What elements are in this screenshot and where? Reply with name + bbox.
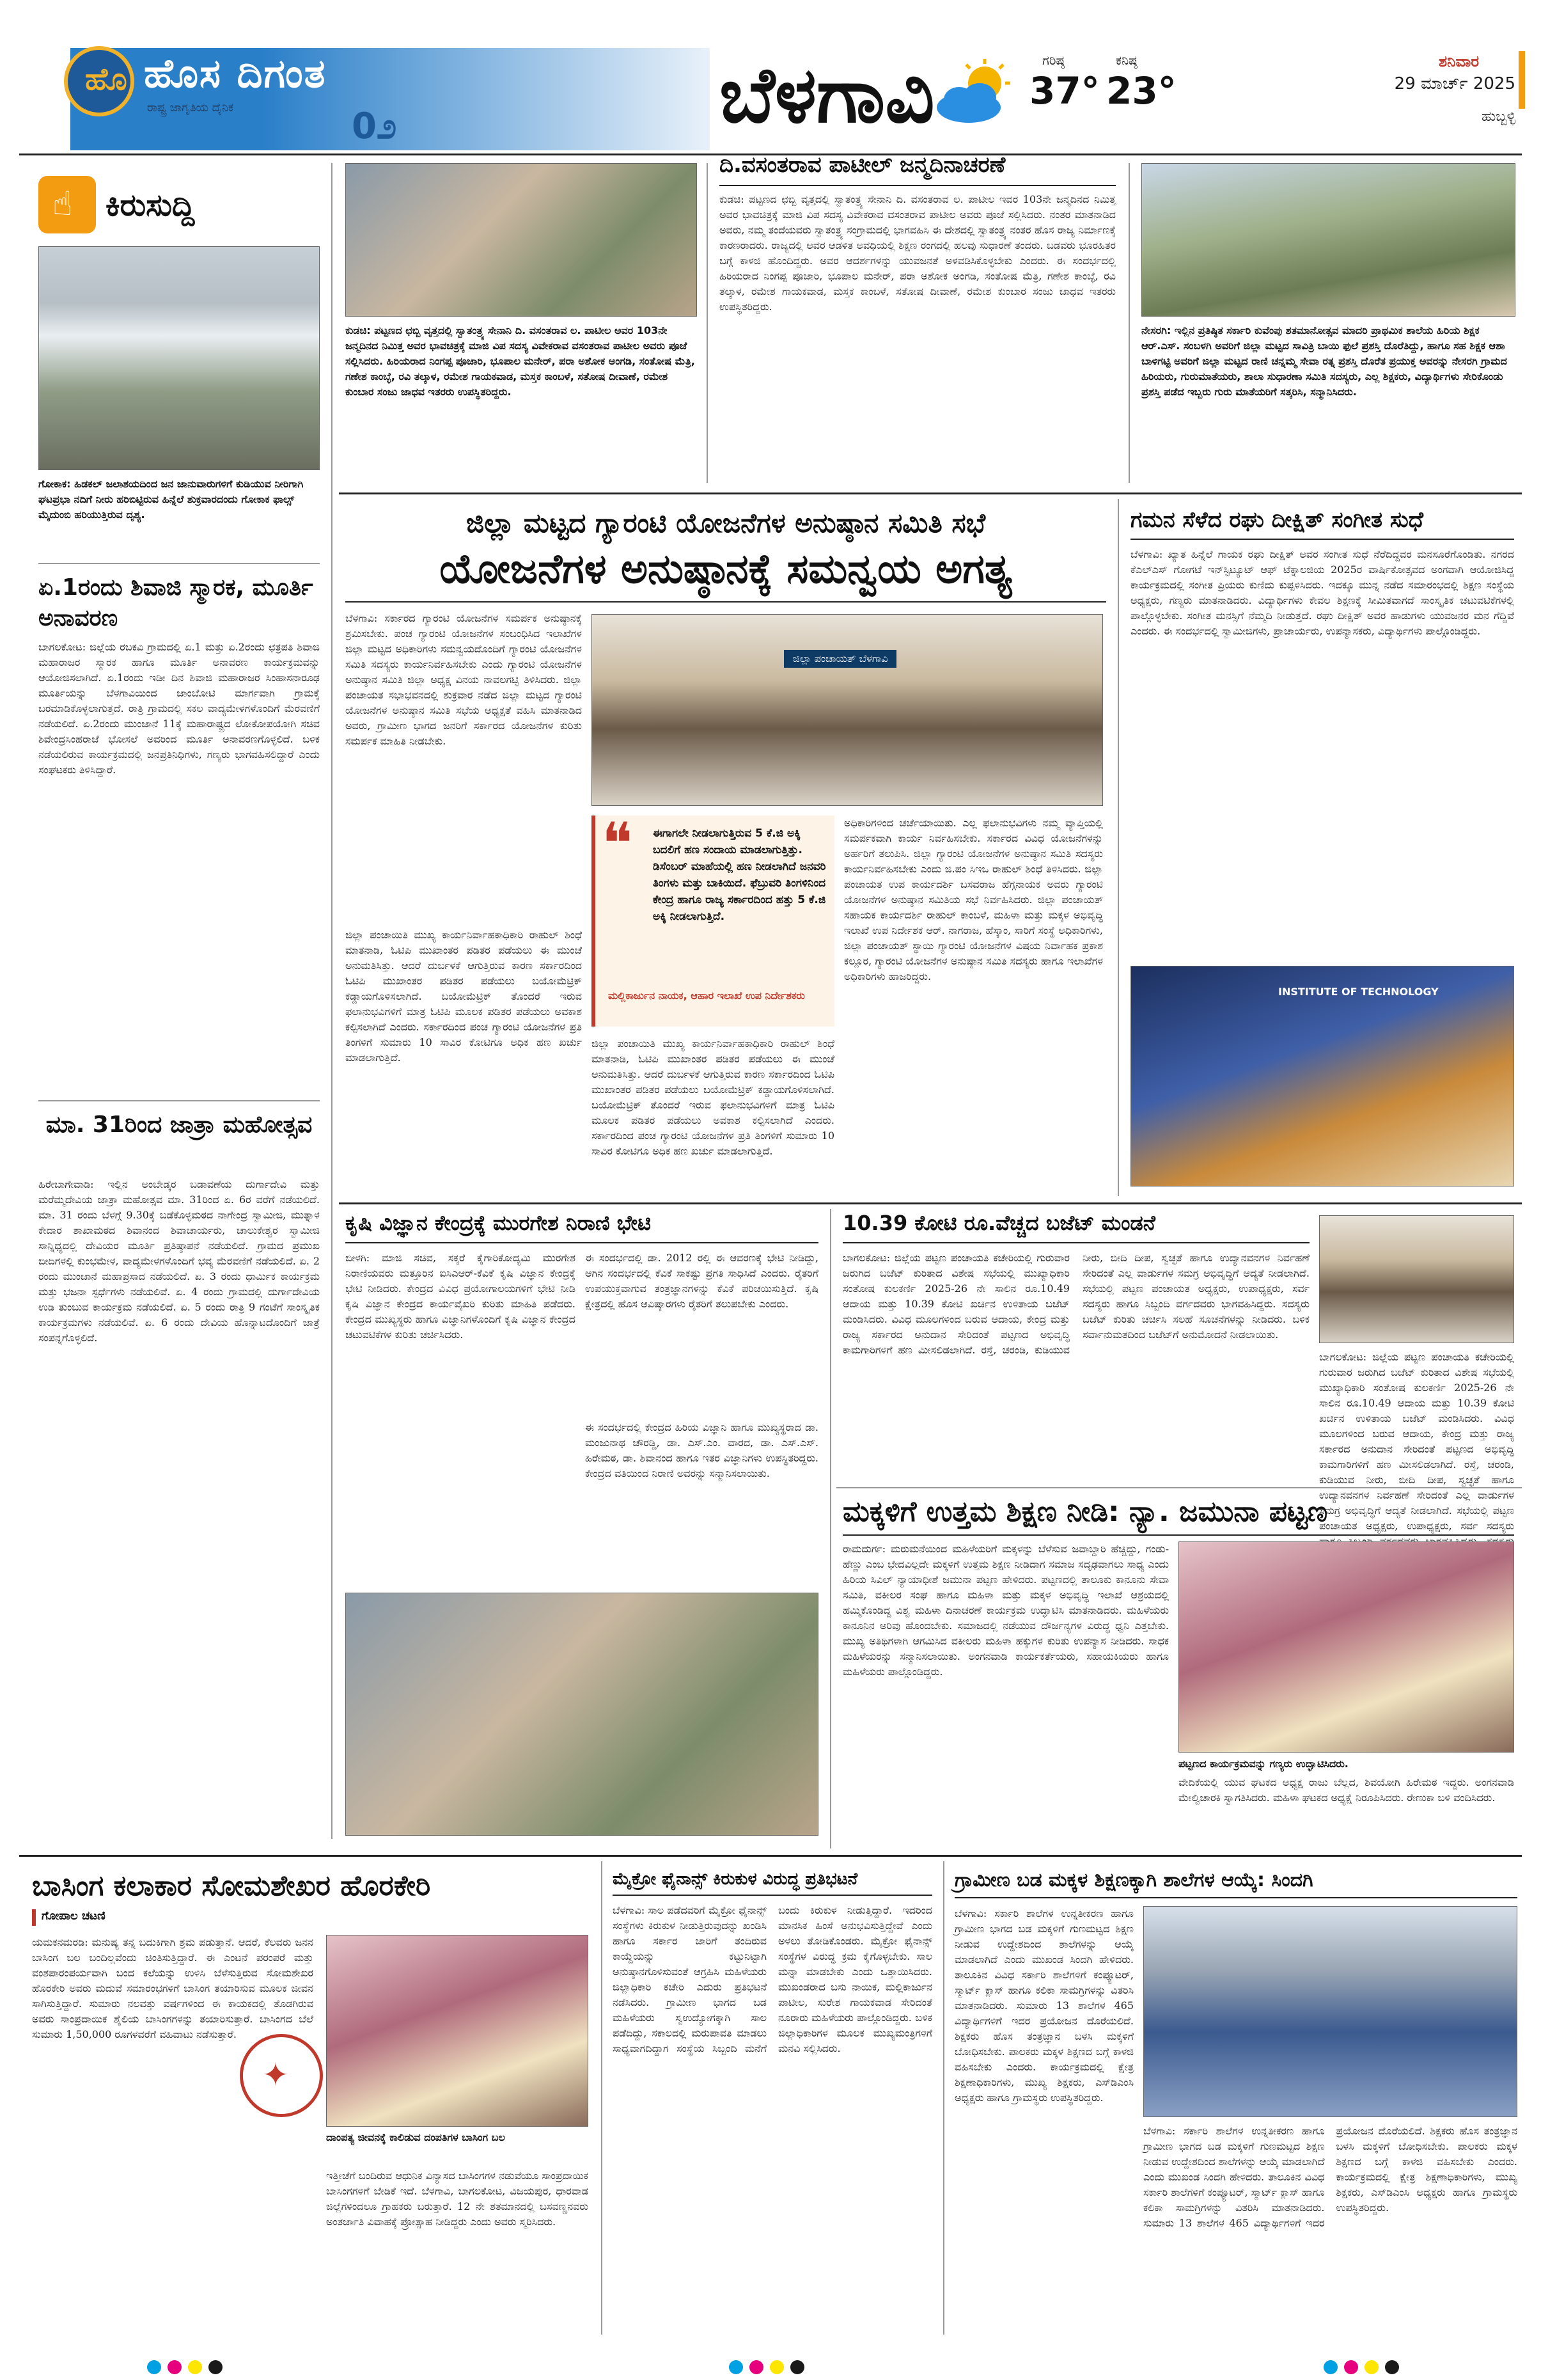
digantha-seal bbox=[240, 2034, 323, 2117]
max-temp-label: ಗರಿಷ್ಠ bbox=[1042, 52, 1065, 68]
registration-marks-right bbox=[1324, 2360, 1399, 2374]
patil-photo bbox=[345, 163, 697, 317]
children-body: ರಾಮದುರ್ಗ: ಮರುಮನೆಯಿಂದ ಮಹಿಳೆಯರಿಗೆ ಮಕ್ಕಳನ್ನು ಬೆಳೆಸುವ ಜವಾಬ್ದಾರಿ ಹೆಚ್ಚಿದ್ದು, ಗಂಡು-ಹೆಣ್ಣು ಎಂಬ ಭೇದವಿಲ್ಲದೇ ಮಕ್ಕಳಿಗೆ ಉತ್ತಮ ಶಿಕ್ಷಣ ನೀಡಿದಾಗ ಸಮಾಜ ಸದೃಢವಾಗಲು ಸಾಧ್ಯ ಎಂದು ಹಿರಿಯ ಸಿವಿಲ್ ನ್ಯಾಯಾಧೀಶೆ ಜಮುನಾ ಪಟ್ಟಣ ಹೇಳಿದರು. ಪಟ್ಟಣದಲ್ಲಿ ತಾಲೂಕು ಕಾನೂನು ಸೇವಾ ಸಮಿತಿ, ವಕೀಲರ ಸಂಘ ಹಾಗೂ ಮಹಿಳಾ ಮತ್ತು ಮಕ್ಕಳ ಅಭಿವೃದ್ಧಿ ಇಲಾಖೆ ಆಶ್ರಯದಲ್ಲಿ ಹಮ್ಮಿಕೊಂಡಿದ್ದ ವಿಶ್ವ ಮಹಿಳಾ ದಿನಾಚರಣೆ ಕಾರ್ಯಕ್ರಮ ಉದ್ಘಾಟಿಸಿ ಮಾತನಾಡಿದರು. ಮಹಿಳೆಯರು ಕಾನೂನಿನ ಅರಿವು ಹೊಂದಬೇಕು. ಸಮಾಜದಲ್ಲಿ ನಡೆಯುವ ದೌರ್ಜನ್ಯಗಳ ವಿರುದ್ಧ ಧ್ವನಿ ಎತ್ತಬೇಕು. ಮುಖ್ಯ ಅತಿಥಿಗಳಾಗಿ ಆಗಮಿಸಿದ ವಕೀಲರು ಮಹಿಳಾ ಹಕ್ಕುಗಳ ಕುರಿತು ಉಪನ್ಯಾಸ ನೀಡಿದರು. ಸಾಧಕ ಮಹಿಳೆಯರನ್ನು ಸನ್ಮಾನಿಸಲಾಯಿತು. ಅಂಗನವಾಡಿ ಕಾರ್ಯಕರ್ತೆಯರು, ಸಹಾಯಕಿಯರು ಹಾಗೂ ಮಹಿಳೆಯರು ಪಾಲ್ಗೊಂಡಿದ್ದರು. bbox=[843, 1543, 1169, 1678]
briefs-header bbox=[38, 176, 307, 233]
headline-rule bbox=[345, 601, 1106, 603]
basinga-body: ಯಮಕನಮರಡಿ: ಮನುಷ್ಯ ತನ್ನ ಬದುಕಿಗಾಗಿ ಶ್ರಮ ಪಡುತ್ತಾನೆ. ಆದರೆ, ಕೆಲವರು ಜನನ ಬಾಸಿಂಗ ಬಲ ಬಂದಿಲ್ಲವೆಂದು ಚಿಂತಿಸುತ್ತಿದ್ದಾರೆ. ಈ ಎಂಟನೆ ಪರಂಪರೆ ಮತ್ತು ವಂಶಪಾರಂಪರ್ಯವಾಗಿ ಬಂದ ಕಲೆಯನ್ನು ಉಳಿಸಿ ಬೆಳೆಸುತ್ತಿರುವ ಸೋಮಶೇಖರ ಹೊರಕೇರಿ ಅವರು ಮದುವೆ ಸಮಾರಂಭಗಳಿಗೆ ಬಾಸಿಂಗ ತಯಾರಿಸುವ ಮೂಲಕ ಜೀವನ ಸಾಗಿಸುತ್ತಿದ್ದಾರೆ. ಸುಮಾರು ನಲವತ್ತು ವರ್ಷಗಳಿಂದ ಈ ಕಾಯಕದಲ್ಲಿ ತೊಡಗಿರುವ ಅವರು ಸಾಂಪ್ರದಾಯಿಕ ಶೈಲಿಯ ಬಾಸಿಂಗಗಳನ್ನು ತಯಾರಿಸುತ್ತಾರೆ. ಬಾಸಿಂಗದ ಬೆಲೆ ಸುಮಾರು 1,50,000 ರೂಗಳವರೆಗೆ ವಹಿವಾಟು ನಡೆಸುತ್ತಾರೆ. bbox=[32, 1936, 313, 2040]
pullquote-box bbox=[591, 810, 834, 1027]
music-photo bbox=[1130, 966, 1514, 1186]
brief-icon bbox=[38, 176, 96, 233]
divider bbox=[38, 563, 320, 564]
logo-mark-icon: ಹೊ bbox=[85, 61, 127, 97]
magenta-mark bbox=[749, 2360, 763, 2374]
children-body-tail: ವೇದಿಕೆಯಲ್ಲಿ ಯುವ ಘಟಕದ ಅಧ್ಯಕ್ಷ ರಾಜು ಬೆಲ್ಲದ, ಶಿವಯೋಗಿ ಹಿರೇಮಠ ಇದ್ದರು. ಅಂಗನವಾಡಿ ಮೇಲ್ವಿಚಾರಕಿ ಸ್ವಾಗತಿಸಿದರು. ಮಹಿಳಾ ಘಟಕದ ಅಧ್ಯಕ್ಷೆ ನಿರೂಪಿಸಿದರು. ರೇಣುಕಾ ಬಳಿ ವಂದಿಸಿದರು. bbox=[1178, 1776, 1514, 1804]
rural-school-story bbox=[948, 1861, 1522, 2335]
cyan-mark bbox=[1324, 2360, 1338, 2374]
min-temp-label: ಕನಿಷ್ಠ bbox=[1116, 52, 1138, 68]
column-rule bbox=[943, 1861, 944, 2335]
basinga-body-2: ಇತ್ತೀಚೆಗೆ ಬಂದಿರುವ ಆಧುನಿಕ ವಿನ್ಯಾಸದ ಬಾಸಿಂಗಗಳ ನಡುವೆಯೂ ಸಾಂಪ್ರದಾಯಿಕ ಬಾಸಿಂಗಗಳಿಗೆ ಬೇಡಿಕೆ ಇದೆ. ಬೆಳಗಾವಿ, ಬಾಗಲಕೋಟ, ವಿಜಯಪುರ, ಧಾರವಾಡ ಜಿಲ್ಲೆಗಳಿಂದಲೂ ಗ್ರಾಹಕರು ಬರುತ್ತಾರೆ. 12 ನೇ ಶತಮಾನದಲ್ಲಿ ಬಸವಣ್ಣನವರು ಅಂತರ್ಜಾತಿ ವಿವಾಹಕ್ಕೆ ಪ್ರೋತ್ಸಾಹ ನೀಡಿದ್ದರು ಎಂದು ಅವರು ಸ್ಮರಿಸಿದರು. bbox=[326, 2170, 588, 2228]
guarantee-headline: ಯೋಜನೆಗಳ ಅನುಷ್ಠಾನಕ್ಕೆ ಸಮನ್ವಯ ಅಗತ್ಯ bbox=[439, 546, 1012, 593]
krishi-headline: ಕೃಷಿ ವಿಜ್ಞಾನ ಕೇಂದ್ರಕ್ಕೆ ಮುರಗೇಶ ನಿರಾಣಿ ಭೇಟಿ bbox=[345, 1211, 652, 1235]
pullquote-text: ಈಗಾಗಲೇ ನೀಡಲಾಗುತ್ತಿರುವ 5 ಕೆ.ಜಿ ಅಕ್ಕಿ ಬದಲಿಗೆ ಹಣ ಸಂದಾಯ ಮಾಡಲಾಗುತ್ತಿತ್ತು. ಡಿಸೆಂಬರ್ ಮಾಹೆಯಲ್ಲಿ ಹಣ ನೀಡಲಾಗಿದೆ ಜನವರಿ ತಿಂಗಳು ಮತ್ತು ಬಾಕಿಯಿದೆ. ಫೆಬ್ರುವರಿ ತಿಂಗಳಿನಿಂದ ಕೇಂದ್ರ ಹಾಗೂ ರಾಜ್ಯ ಸರ್ಕಾರದಿಂದ ಹತ್ತು 5 ಕೆ.ಜಿ ಅಕ್ಕಿ ನೀಡಲಾಗುತ್ತಿದೆ. bbox=[653, 827, 826, 923]
column-rule bbox=[1129, 163, 1130, 483]
min-temp: 23° bbox=[1106, 69, 1177, 113]
headline-rule bbox=[843, 1242, 1310, 1243]
micro-finance-story bbox=[606, 1861, 939, 2335]
children-story bbox=[836, 1493, 1522, 1848]
shivaji-body: ಬಾಗಲಕೋಟ: ಜಿಲ್ಲೆಯ ರಬಕವಿ ಗ್ರಾಮದಲ್ಲಿ ಏ.1 ಮತ್ತು ಏ.2ರಂದು ಛತ್ರಪತಿ ಶಿವಾಜಿ ಮಹಾರಾಜರ ಸ್ಮಾರಕ ಹಾಗೂ ಮೂರ್ತಿ ಅನಾವರಣ ಕಾರ್ಯಕ್ರಮವನ್ನು ಆಯೋಜಿಸಲಾಗಿದೆ. ಏ.1ರಂದು ಇಡೀ ದಿನ ಶಿವಾಜಿ ಮಹಾರಾಜರ ಸಿಂಹಾಸನಾರೂಢ ಮೂರ್ತಿಯನ್ನು ಬೆಳಗಾವಿಯಿಂದ ಜಾಂಬೋಟಿ ಮಾರ್ಗವಾಗಿ ಗ್ರಾಮಕ್ಕೆ ಬರಮಾಡಿಕೊಳ್ಳಲಾಗುತ್ತದೆ. ರಾತ್ರಿ ಗ್ರಾಮದಲ್ಲಿ ಸಕಲ ವಾದ್ಯಮೇಳಗಳೊಂದಿಗೆ ಮೆರವಣಿಗೆ ನಡೆಯಲಿದೆ. ಏ.2ರಂದು ಮುಂಜಾನೆ 11ಕ್ಕೆ ಮಹಾರಾಷ್ಟ್ರದ ಲೋಕೋಪಯೋಗಿ ಸಚಿವ ಶಿವೇಂದ್ರಸಿಂಹರಾಜೆ ಭೋಸಲೆ ಅವರಿಂದ ಮೂರ್ತಿ ಅನಾವರಣಗೊಳ್ಳಲಿದೆ. ಬಳಿಕ ನಡೆಯಲಿರುವ ಕಾರ್ಯಕ್ರಮದಲ್ಲಿ ಜನಪ್ರತಿನಿಧಿಗಳು, ಗಣ್ಯರು ಭಾಗವಹಿಸಲಿದ್ದಾರೆ ಎಂದು ಸಂಘಟಕರು ತಿಳಿಸಿದ್ದಾರೆ. bbox=[38, 641, 320, 776]
page-number: 0೨ bbox=[352, 106, 397, 147]
institute-banner: INSTITUTE OF TECHNOLOGY bbox=[1278, 986, 1439, 998]
issue-date: 29 ಮಾರ್ಚ್ 2025 bbox=[1394, 74, 1515, 93]
weather-icon bbox=[934, 58, 1017, 128]
music-headline: ಗಮನ ಸೆಳೆದ ರಘು ದೀಕ್ಷಿತ್ ಸಂಗೀತ ಸುಧೆ bbox=[1130, 507, 1424, 533]
krishi-story bbox=[339, 1209, 825, 1848]
yellow-mark bbox=[770, 2360, 784, 2374]
hand-icon: ☝ bbox=[52, 185, 73, 223]
patil-photo-caption: ಕುಡಚಿ: ಪಟ್ಟಣದ ಛಬ್ಬಿ ವೃತ್ತದಲ್ಲಿ ಸ್ವಾತಂತ್ರ್ಯ ಸೇನಾನಿ ದಿ. ವಸಂತರಾವ ಲ. ಪಾಟೀಲ ಅವರ 103ನೇ ಜನ್ಮದಿನದ ನಿಮಿತ್ತ ಅವರ ಭಾವಚಿತ್ರಕ್ಕೆ ಮಾಜಿ ವಿಪ ಸದಸ್ಯ ವಿವೇಕರಾವ ವಸಂತರಾವ ಪಾಟೀಲ ಅವರು ಪೂಜೆ ಸಲ್ಲಿಸಿದರು. ಹಿರಿಯರಾದ ನಿಂಗಪ್ಪ ಪೂಜಾರಿ, ಭೂಪಾಲ ಮನೇರ್, ಪರಾ ಅಶೋಕ ಅಂಗಡಿ, ಸಂತೋಷ ಮೆತ್ರಿ, ಗಣೇಶ ಕಾಂಬ್ಳೆ, ರವಿ ತಲ್ಕಾಳ, ರಮೇಶ ಗಾಯಕವಾಡ, ಮಸ್ತಕ ಕಾಂಬಳೆ, ಸತೋಷ ದೀವಾಣೆ, ರಮೇಶ ಕುಂಬಾರ ಸಂಜು ಜಾಧವ ಇತರರು ಉಪಸ್ಥಿತರಿದ್ದರು. bbox=[345, 324, 695, 398]
byline-bar bbox=[32, 1909, 36, 1926]
jatra-body: ಹಿರೇಬಾಗೇವಾಡಿ: ಇಲ್ಲಿನ ಅಂಬೇಡ್ಕರ ಬಡಾವಣೆಯ ದುರ್ಗಾದೇವಿ ಮತ್ತು ಮರೆಮ್ಮದೇವಿಯ ಜಾತ್ರಾ ಮಹೋತ್ಸವ ಮಾ. 31ರಿಂದ ಏ. 6ರ ವರೆಗೆ ನಡೆಯಲಿದೆ. ಮಾ. 31 ರಂದು ಬೆಳಗ್ಗೆ 9.30ಕ್ಕೆ ಬಡೆಕೊಳ್ಳಮಠದ ನಾಗೇಂದ್ರ ಸ್ವಾಮೀಜಿ, ಮುತ್ನಾಳ ಕೇದಾರ ಶಾಖಾಮಠದ ಶಿವಾನಂದ ಶಿವಾಚಾರ್ಯರು, ಚಾಲುಕೇಶ್ವರ ಸ್ವಾಮೀಜಿ ಸಾನ್ನಿಧ್ಯದಲ್ಲಿ ದೇವಿಯರ ಮೂರ್ತಿ ಪ್ರತಿಷ್ಠಾಪನೆ ನಡೆಯಲಿದೆ. ಗ್ರಾಮದ ಪ್ರಮುಖ ಬೀದಿಗಳಲ್ಲಿ ಕುಂಭಮೇಳ, ವಾದ್ಯಮೇಳಗಳೊಂದಿಗೆ ಭವ್ಯ ಮೆರವಣಿಗೆ ನಡೆಯಲಿದೆ. ಏ. 2 ರಂದು ಮುಂಜಾನೆ ಮಹಾಪ್ರಸಾದ ನಡೆಯಲಿದೆ. ಏ. 3 ರಂದು ಧಾರ್ಮಿಕ ಕಾರ್ಯಕ್ರಮ ಮತ್ತು ಭಜನಾ ಸ್ಪರ್ಧೆಗಳು ನಡೆಯಲಿವೆ. ಏ. 4 ರಂದು ಗ್ರಾಮದಲ್ಲಿ ದುರ್ಗಾದೇವಿಯ ಉಡಿ ತುಂಬುವ ಕಾರ್ಯಕ್ರಮ ನಡೆಯಲಿದೆ. ಏ. 5 ರಂದು ರಾತ್ರಿ 9 ಗಂಟೆಗೆ ಸಾಂಸ್ಕೃತಿಕ ಕಾರ್ಯಕ್ರಮಗಳು ನಡೆಯಲಿವೆ. ಏ. 6 ರಂದು ದೇವಿಯ ಹೊನ್ನಾಟದೊಂದಿಗೆ ಜಾತ್ರೆ ಸಂಪನ್ನಗೊಳ್ಳಲಿದೆ. bbox=[38, 1178, 320, 1344]
basinga-headline: ಬಾಸಿಂಗ ಕಲಾಕಾರ ಸೋಮಶೇಖರ ಹೊರಕೇರಿ bbox=[32, 1870, 431, 1902]
issue-city: ಹುಬ್ಬಳ್ಳಿ bbox=[1481, 109, 1515, 125]
guarantee-body-col2: ಜಿಲ್ಲಾ ಪಂಚಾಯಿತಿ ಮುಖ್ಯ ಕಾರ್ಯನಿರ್ವಾಹಕಾಧಿಕಾರಿ ರಾಹುಲ್ ಶಿಂಧೆ ಮಾತನಾಡಿ, ಓಟಿಪಿ ಮುಖಾಂತರ ಪಡಿತರ ಪಡೆಯಲು ಈ ಮುಂಚೆ ಅನುಮತಿಸಿತ್ತು. ಆದರೆ ದುರ್ಬಳಕೆ ಆಗುತ್ತಿರುವ ಕಾರಣ ಸರ್ಕಾರದಿಂದ ಓಟಿಪಿ ಮುಖಾಂತರ ಪಡಿತರ ಪಡೆಯಲು ಬಯೋಮೆಟ್ರಿಕ್ ಕಡ್ಡಾಯಗೊಳಿಸಲಾಗಿದೆ. ಬಯೋಮೆಟ್ರಿಕ್ ತೊಂದರೆ ಇರುವ ಫಲಾನುಭವಿಗಳಿಗೆ ಮಾತ್ರ ಓಟಿಪಿ ಮೂಲಕ ಪಡಿತರ ಪಡೆಯಲು ಅವಕಾಶ ಕಲ್ಪಿಸಲಾಗಿದೆ ಎಂದರು. ಸರ್ಕಾರದಿಂದ ಪಂಚ ಗ್ಯಾರಂಟಿ ಯೋಜನೆಗಳ ಪ್ರತಿ ತಿಂಗಳಿಗೆ ಸುಮಾರು 10 ಸಾವಿರ ಕೋಟಿಗೂ ಅಧಿಕ ಹಣ ಖರ್ಚು ಮಾಡಲಾಗುತ್ತಿದೆ. bbox=[591, 1037, 834, 1157]
paper-logo-badge bbox=[64, 46, 134, 116]
seal-icon: ✦ bbox=[262, 2056, 289, 2093]
column-rule bbox=[707, 163, 708, 483]
budget-photo bbox=[1319, 1215, 1514, 1343]
patil-headline: ದಿ.ವಸಂತರಾವ ಪಾಟೀಲ್ ಜನ್ಮದಿನಾಚರಣೆ bbox=[719, 152, 1006, 178]
paper-name: ಹೊಸ ದಿಗಂತ bbox=[144, 50, 327, 97]
column-rule bbox=[1118, 499, 1119, 1196]
shivaji-headline: ಏ.1ರಂದು ಶಿವಾಜಿ ಸ್ಮಾರಕ, ಮೂರ್ತಿ ಅನಾವರಣ bbox=[38, 574, 313, 631]
budget-body-side: ಬಾಗಲಕೋಟ: ಜಿಲ್ಲೆಯ ಪಟ್ಟಣ ಪಂಚಾಯತಿ ಕಚೇರಿಯಲ್ಲಿ ಗುರುವಾರ ಜರುಗಿದ ಬಜೆಟ್ ಕುರಿತಾದ ವಿಶೇಷ ಸಭೆಯಲ್ಲಿ ಮುಖ್ಯಾಧಿಕಾರಿ ಸಂತೋಷ ಕುಲಕರ್ಣಿ 2025-26 ನೇ ಸಾಲಿನ ರೂ.10.49 ಆದಾಯ ಮತ್ತು 10.39 ಕೋಟಿ ಖರ್ಚಿನ ಉಳಿತಾಯ ಬಜೆಟ್ ಮಂಡಿಸಿದರು. ವಿವಿಧ ಮೂಲಗಳಿಂದ ಬರುವ ಆದಾಯ, ಕೇಂದ್ರ ಮತ್ತು ರಾಜ್ಯ ಸರ್ಕಾರದ ಅನುದಾನ ಸೇರಿದಂತೆ ಪಟ್ಟಣದ ಅಭಿವೃದ್ಧಿ ಕಾಮಗಾರಿಗಳಿಗೆ ಹಣ ಮೀಸಲಿಡಲಾಗಿದೆ. ರಸ್ತೆ, ಚರಂಡಿ, ಕುಡಿಯುವ ನೀರು, ಬೀದಿ ದೀಪ, ಸ್ವಚ್ಛತೆ ಹಾಗೂ ಉದ್ಯಾನವನಗಳ ನಿರ್ವಹಣೆ ಸೇರಿದಂತೆ ಎಲ್ಲ ವಾರ್ಡುಗಳ ಸಮಗ್ರ ಅಭಿವೃದ್ಧಿಗೆ ಆದ್ಯತೆ ನೀಡಲಾಗಿದೆ. ಸಭೆಯಲ್ಲಿ ಪಟ್ಟಣ ಪಂಚಾಯತ ಅಧ್ಯಕ್ಷರು, ಉಪಾಧ್ಯಕ್ಷರು, ಸರ್ವ ಸದಸ್ಯರು bbox=[1319, 1351, 1514, 1532]
briefs-title: ಕಿರುಸುದ್ದಿ bbox=[106, 187, 195, 223]
waterfall-photo bbox=[38, 246, 320, 470]
school-photo bbox=[1141, 163, 1515, 317]
cyan-mark bbox=[147, 2360, 161, 2374]
black-mark bbox=[208, 2360, 223, 2374]
paper-tagline: ರಾಷ್ಟ್ರ ಜಾಗೃತಿಯ ದೈನಿಕ bbox=[147, 101, 234, 114]
krishi-body-col2: ಈ ಸಂದರ್ಭದಲ್ಲಿ ಡಾ. 2012 ರಲ್ಲಿ ಈ ಆವರಣಕ್ಕೆ ಭೇಟಿ ನೀಡಿದ್ದು, ಆಗಿನ ಸಂದರ್ಭದಲ್ಲಿ ಕೆವಿಕೆ ಸಾಕಷ್ಟು ಪ್ರಗತಿ ಸಾಧಿಸಿದೆ ಎಂದರು. ರೈತರಿಗೆ ಉಪಯುಕ್ತವಾಗುವ ತಂತ್ರಜ್ಞಾನಗಳನ್ನು ಕೆವಿಕೆ ಪರಿಚಯಿಸುತ್ತಿದೆ. ಕೃಷಿ ಕ್ಷೇತ್ರದಲ್ಲಿ ಹೊಸ ಆವಿಷ್ಕಾರಗಳು ರೈತರಿಗೆ ತಲುಪಬೇಕು ಎಂದರು. bbox=[585, 1252, 818, 1310]
krishi-body-col2b: ಈ ಸಂದರ್ಭದಲ್ಲಿ ಕೇಂದ್ರದ ಹಿರಿಯ ವಿಜ್ಞಾನಿ ಹಾಗೂ ಮುಖ್ಯಸ್ಥರಾದ ಡಾ. ಮಂಜುನಾಥ ಚೌರಡ್ಡಿ, ಡಾ. ಎಸ್.ಎಂ. ವಾರದ, ಡಾ. ಎಸ್.ಎಸ್. ಹಿರೇಮಠ, ಡಾ. ಶಿವಾನಂದ ಹಾಗೂ ಇತರ ವಿಜ್ಞಾನಿಗಳು ಉಪಸ್ಥಿತರಿದ್ದರು. ಕೇಂದ್ರದ ವತಿಯಿಂದ ನಿರಾಣಿ ಅವರನ್ನು ಸನ್ಮಾನಿಸಲಾಯಿತು. bbox=[585, 1421, 818, 1479]
krishi-photo bbox=[345, 1593, 818, 1836]
jatra-headline: ಮಾ. 31ರಿಂದ ಜಾತ್ರಾ ಮಹೋತ್ಸವ bbox=[45, 1112, 313, 1138]
school-award-story bbox=[1135, 163, 1522, 483]
waterfall-caption: ಗೋಕಾಕ: ಹಿಡಕಲ್ ಜಲಾಶಯದಿಂದ ಜನ ಜಾನುವಾರುಗಳಿಗೆ ಕುಡಿಯುವ ನೀರಿಗಾಗಿ ಘಟಪ್ರಭಾ ನದಿಗೆ ನೀರು ಹರಿಬಿಟ್ಟಿರುವ ಹಿನ್ನೆಲೆ ಶುಕ್ರವಾರದಂದು ಗೋಕಾಕ ಫಾಲ್ಸ್ ಮೈದುಂಬಿ ಹರಿಯುತ್ತಿರುವ ದೃಶ್ಯ. bbox=[38, 478, 304, 521]
max-temp: 37° bbox=[1029, 69, 1100, 113]
rural-body-right: ಬೆಳಗಾವಿ: ಸರ್ಕಾರಿ ಶಾಲೆಗಳ ಉನ್ನತೀಕರಣ ಹಾಗೂ ಗ್ರಾಮೀಣ ಭಾಗದ ಬಡ ಮಕ್ಕಳಿಗೆ ಗುಣಮಟ್ಟದ ಶಿಕ್ಷಣ ನೀಡುವ ಉದ್ದೇಶದಿಂದ ಶಾಲೆಗಳನ್ನು ಆಯ್ಕೆ ಮಾಡಲಾಗಿದೆ ಎಂದು ಮುಖಂಡ ಸಿಂದಗಿ ಹೇಳಿದರು. ತಾಲೂಕಿನ ವಿವಿಧ ಸರ್ಕಾರಿ ಶಾಲೆಗಳಿಗೆ ಕಂಪ್ಯೂಟರ್, ಸ್ಮಾರ್ಟ್ ಕ್ಲಾಸ್ ಹಾಗೂ ಕಲಿಕಾ ಸಾಮಗ್ರಿಗಳನ್ನು ವಿತರಿಸಿ ಮಾತನಾಡಿದರು. ಸುಮಾರು 13 ಶಾಲೆಗಳ 465 ವಿದ್ಯಾರ್ಥಿಗಳಿಗೆ ಇದರ ಪ್ರಯೋಜನ ದೊರೆಯಲಿದೆ. ಶಿಕ್ಷಕರು ಹೊಸ ತಂತ್ರಜ್ಞಾನ ಬಳಸಿ ಮಕ್ಕಳಿಗೆ ಬೋಧಿಸಬೇಕು. ಪಾಲಕರು ಮಕ್ಕಳ ಶಿಕ್ಷಣದ ಬಗ್ಗೆ ಕಾಳಜಿ ವಹಿಸಬೇಕು ಎಂದರು. ಕಾರ್ಯಕ್ರಮದಲ್ಲಿ ಕ್ಷೇತ್ರ ಶಿಕ್ಷಣಾಧಿಕಾರಿಗಳು, ಮುಖ್ಯ ಶಿಕ್ಷಕರು, ಎಸ್‌ಡಿಎಂಸಿ ಅಧ್ಯಕ್ಷರು ಹಾಗೂ ಗ್ರಾಮಸ್ಥರು ಉಪಸ್ಥಿತರಿದ್ದರು. bbox=[1143, 2125, 1517, 2229]
children-photo bbox=[1178, 1541, 1514, 1753]
edition-name: ಬೆಳಗಾವಿ bbox=[719, 51, 935, 140]
headline-rule bbox=[955, 1897, 1517, 1898]
patil-body: ಕುಡಚಿ: ಪಟ್ಟಣದ ಛಬ್ಬಿ ವೃತ್ತದಲ್ಲಿ ಸ್ವಾತಂತ್ರ್ಯ ಸೇನಾನಿ ದಿ. ವಸಂತರಾವ ಲ. ಪಾಟೀಲ ಇವರ 103ನೇ ಜನ್ಮದಿನದ ನಿಮಿತ್ತ ಅವರ ಭಾವಚಿತ್ರಕ್ಕೆ ಮಾಜಿ ವಿಪ ಸದಸ್ಯ ವಿವೇಕರಾವ ವಸಂತರಾವ ಪಾಟೀಲ ಅವರು ಪೂಜೆ ಸಲ್ಲಿಸಿದರು. ನಂತರ ಮಾತನಾಡಿದ ಅವರು, ನಮ್ಮ ತಂದೆಯವರು ಸ್ವಾತಂತ್ರ್ಯ ಸಂಗ್ರಾಮದಲ್ಲಿ ಭಾಗವಹಿಸಿ ಈ ದೇಶದಲ್ಲಿ ಸ್ವಾತಂತ್ರ್ಯ ನಂತರ ಹೊಸ ರಾಜ್ಯ ನಿರ್ಮಾಣಕ್ಕೆ ಕಾರಣರಾದರು. ರಾಜ್ಯದಲ್ಲಿ ಅವರ ಆಡಳಿತ ಅವಧಿಯಲ್ಲಿ ಶಿಕ್ಷಣ ರಂಗದಲ್ಲಿ ಹಲವು ಸುಧಾರಣೆ ತಂದರು. ಬಡವರು ಭೂರಹಿತರ ಬಗ್ಗೆ ಕಾಳಜಿ ಹೊಂದಿದ್ದರು. ಅವರ ಆದರ್ಶಗಳನ್ನು ಯುವಜನತೆ ಅಳವಡಿಸಿಕೊಳ್ಳಬೇಕು ಎಂದರು. ಈ ಸಂದರ್ಭದಲ್ಲಿ ಹಿರಿಯರಾದ ನಿಂಗಪ್ಪ ಪೂಜಾರಿ, ಭೂಪಾಲ ಮನೇರ್, ಪರಾ ಅಶೋಕ ಅಂಗಡಿ, ಸಂತೋಷ ಮೆತ್ರಿ, ಗಣೇಶ ಕಾಂಬ್ಳೆ, ರವಿ ತಲ್ಕಾಳ, ರಮೇಶ ಗಾಯಕವಾಡ, ಮಸ್ತಕ ಕಾಂಬಳೆ, ಸತೋಷ ದೀವಾಣೆ, ರಮೇಶ ಕುಂಬಾರ ಸಂಜು ಜಾಧವ ಇತರರು ಉಪಸ್ಥಿತರಿದ್ದರು. bbox=[719, 193, 1116, 313]
quote-icon: ❝ bbox=[602, 810, 633, 878]
basinga-photo bbox=[326, 1935, 588, 2127]
column-rule bbox=[331, 163, 332, 1839]
black-mark bbox=[1385, 2360, 1399, 2374]
basinga-byline: ಗೋಪಾಲ ಚಟಣಿ bbox=[42, 1909, 106, 1923]
magenta-mark bbox=[168, 2360, 182, 2374]
budget-body: ಬಾಗಲಕೋಟ: ಜಿಲ್ಲೆಯ ಪಟ್ಟಣ ಪಂಚಾಯತಿ ಕಚೇರಿಯಲ್ಲಿ ಗುರುವಾರ ಜರುಗಿದ ಬಜೆಟ್ ಕುರಿತಾದ ವಿಶೇಷ ಸಭೆಯಲ್ಲಿ ಮುಖ್ಯಾಧಿಕಾರಿ ಸಂತೋಷ ಕುಲಕರ್ಣಿ 2025-26 ನೇ ಸಾಲಿನ ರೂ.10.49 ಆದಾಯ ಮತ್ತು 10.39 ಕೋಟಿ ಖರ್ಚಿನ ಉಳಿತಾಯ ಬಜೆಟ್ ಮಂಡಿಸಿದರು. ವಿವಿಧ ಮೂಲಗಳಿಂದ ಬರುವ ಆದಾಯ, ಕೇಂದ್ರ ಮತ್ತು ರಾಜ್ಯ ಸರ್ಕಾರದ ಅನುದಾನ ಸೇರಿದಂತೆ ಪಟ್ಟಣದ ಅಭಿವೃದ್ಧಿ ಕಾಮಗಾರಿಗಳಿಗೆ ಹಣ ಮೀಸಲಿಡಲಾಗಿದೆ. ರಸ್ತೆ, ಚರಂಡಿ, ಕುಡಿಯುವ ನೀರು, ಬೀದಿ ದೀಪ, ಸ್ವಚ್ಛತೆ ಹಾಗೂ ಉದ್ಯಾನವನಗಳ ನಿರ್ವಹಣೆ ಸೇರಿದಂತೆ ಎಲ್ಲ ವಾರ್ಡುಗಳ ಸಮಗ್ರ ಅಭಿವೃದ್ಧಿಗೆ ಆದ್ಯತೆ ನೀಡಲಾಗಿದೆ. ಸಭೆಯಲ್ಲಿ ಪಟ್ಟಣ ಪಂಚಾಯತ ಅಧ್ಯಕ್ಷರು, ಉಪಾಧ್ಯಕ್ಷರು, ಸರ್ವ ಸದಸ್ಯರು ಹಾಗೂ ಸಿಬ್ಬಂದಿ ವರ್ಗದವರು ಭಾಗವಹಿಸಿದ್ದರು. ಸದಸ್ಯರು ಬಜೆಟ್ ಕುರಿತು ಚರ್ಚಿಸಿ ಸಲಹೆ ಸೂಚನೆಗಳನ್ನು ನೀಡಿದರು. ಬಳಿಕ ಸರ್ವಾನುಮತದಿಂದ ಬಜೆಟ್‌ಗೆ ಅನುಮೋದನೆ ನೀಡಲಾಯಿತು. bbox=[843, 1252, 1310, 1356]
issue-day: ಶನಿವಾರ bbox=[1439, 52, 1480, 70]
basinga-story bbox=[19, 1861, 598, 2335]
rural-body-left: ಬೆಳಗಾವಿ: ಸರ್ಕಾರಿ ಶಾಲೆಗಳ ಉನ್ನತೀಕರಣ ಹಾಗೂ ಗ್ರಾಮೀಣ ಭಾಗದ ಬಡ ಮಕ್ಕಳಿಗೆ ಗುಣಮಟ್ಟದ ಶಿಕ್ಷಣ ನೀಡುವ ಉದ್ದೇಶದಿಂದ ಶಾಲೆಗಳನ್ನು ಆಯ್ಕೆ ಮಾಡಲಾಗಿದೆ ಎಂದು ಮುಖಂಡ ಸಿಂದಗಿ ಹೇಳಿದರು. ತಾಲೂಕಿನ ವಿವಿಧ ಸರ್ಕಾರಿ ಶಾಲೆಗಳಿಗೆ ಕಂಪ್ಯೂಟರ್, ಸ್ಮಾರ್ಟ್ ಕ್ಲಾಸ್ ಹಾಗೂ ಕಲಿಕಾ ಸಾಮಗ್ರಿಗಳನ್ನು ವಿತರಿಸಿ ಮಾತನಾಡಿದರು. ಸುಮಾರು 13 ಶಾಲೆಗಳ 465 ವಿದ್ಯಾರ್ಥಿಗಳಿಗೆ ಇದರ ಪ್ರಯೋಜನ ದೊರೆಯಲಿದೆ. ಶಿಕ್ಷಕರು ಹೊಸ ತಂತ್ರಜ್ಞಾನ ಬಳಸಿ ಮಕ್ಕಳಿಗೆ ಬೋಧಿಸಬೇಕು. ಪಾಲಕರು ಮಕ್ಕಳ ಶಿಕ್ಷಣದ ಬಗ್ಗೆ ಕಾಳಜಿ ವಹಿಸಬೇಕು ಎಂದರು. ಕಾರ್ಯಕ್ರಮದಲ್ಲಿ ಕ್ಷೇತ್ರ ಶಿಕ್ಷಣಾಧಿಕಾರಿಗಳು, ಮುಖ್ಯ ಶಿಕ್ಷಕರು, ಎಸ್‌ಡಿಎಂಸಿ ಅಧ್ಯಕ್ಷರು ಹಾಗೂ ಗ್ರಾಮಸ್ಥರು ಉಪಸ್ಥಿತರಿದ್ದರು. bbox=[955, 1907, 1134, 2104]
yellow-mark bbox=[188, 2360, 202, 2374]
headline-rule bbox=[1130, 539, 1514, 540]
row-rule bbox=[836, 1487, 1522, 1488]
divider bbox=[38, 1100, 320, 1101]
meeting-banner: ಜಿಲ್ಲಾ ಪಂಚಾಯತ್ ಬೆಳಗಾವಿ bbox=[784, 650, 896, 668]
children-photo-caption: ಪಟ್ಟಣದ ಕಾರ್ಯಕ್ರಮವನ್ನು ಗಣ್ಯರು ಉದ್ಘಾಟಿಸಿದರು. bbox=[1178, 1758, 1349, 1770]
row-rule bbox=[19, 1855, 1522, 1857]
guarantee-story bbox=[339, 499, 1113, 1196]
cyan-mark bbox=[729, 2360, 743, 2374]
headline-rule bbox=[719, 185, 1116, 186]
guarantee-body-col3: ಅಧಿಕಾರಿಗಳಿಂದ ಚರ್ಚೆಯಾಯಿತು. ಎಲ್ಲ ಫಲಾನುಭವಿಗಳು ನಮ್ಮ ವ್ಯಾಪ್ತಿಯಲ್ಲಿ ಸಮರ್ಪಕವಾಗಿ ಕಾರ್ಯ ನಿರ್ವಹಿಸಬೇಕು. ಸರ್ಕಾರದ ವಿವಿಧ ಯೋಜನೆಗಳನ್ನು ಅರ್ಹರಿಗೆ ತಲುಪಿಸಿ. ಜಿಲ್ಲಾ ಗ್ಯಾರಂಟಿ ಯೋಜನೆಗಳ ಅನುಷ್ಠಾನ ಸಮಿತಿ ಸದಸ್ಯರು ಕಾರ್ಯನಿರ್ವಹಿಸಬೇಕು ಎಂದು ಜಿ.ಪಂ ಸಿಇಒ ರಾಹುಲ್ ಶಿಂಧೆ ತಿಳಿಸಿದರು. ಜಿಲ್ಲಾ ಪಂಚಾಯತ ಉಪ ಕಾರ್ಯದರ್ಶಿ ಬಸವರಾಜ ಹೆಗ್ಗನಾಯಕ ಅವರು ಗ್ಯಾರಂಟಿ ಯೋಜನೆಗಳ ಅನುಷ್ಠಾನ ಸಮಿತಿಯ ಸಭೆ ನಿರ್ವಹಿಸಿದರು. ಜಿಲ್ಲಾ ಪಂಚಾಯತ್ ಸಹಾಯಕ ಕಾರ್ಯದರ್ಶಿ ರಾಹುಲ್ ಕಾಂಬಳೆ, ಮಹಿಳಾ ಮತ್ತು ಮಕ್ಕಳ ಅಭಿವೃದ್ಧಿ ಇಲಾಖೆ ಉಪ ನಿರ್ದೇಶಕ ಆರ್. ನಾಗರಾಜ, ಹೆಸ್ಕಾಂ, ಸಾರಿಗೆ ಸಂಸ್ಥೆ ಅಧಿಕಾರಿಗಳು, ಜಿಲ್ಲಾ ಪಂಚಾಯತ್ ಸ್ಥಾಯಿ ಗ್ಯಾರಂಟಿ ಯೋಜನೆಗಳ ವಿಷಯ ನಿರ್ವಾಹಕ ಪ್ರಕಾಶ ಕಲ್ಲೂರ, ಗ್ಯಾರಂಟಿ ಯೋಜನೆಗಳ ಅನುಷ್ಠಾನ ಸಮಿತಿ ಸದಸ್ಯರು ಹಾಗೂ ಇಲಾಖೆಗಳ ಅಧಿಕಾರಿಗಳು ಹಾಜರಿದ್ದರು. bbox=[844, 817, 1103, 982]
column-rule bbox=[830, 1209, 831, 1848]
guarantee-photo bbox=[591, 614, 1103, 806]
masthead-accent bbox=[1519, 51, 1525, 109]
school-photo-caption: ನೇಸರಗಿ: ಇಲ್ಲಿನ ಪ್ರತಿಷ್ಠಿತ ಸರ್ಕಾರಿ ಕುವೆಂಪು ಶತಮಾನೋತ್ಸವ ಮಾದರಿ ಪ್ರಾಥಮಿಕ ಶಾಲೆಯ ಹಿರಿಯ ಶಿಕ್ಷಕ ಆರ್.ಎಸ್. ಸಂಬಳಗಿ ಅವರಿಗೆ ಜಿಲ್ಲಾ ಮಟ್ಟದ ಸಾವಿತ್ರಿ ಬಾಯಿ ಫುಲೆ ಪ್ರಶಸ್ತಿ ದೊರೆತಿದ್ದು, ಹಾಗೂ ಸಹ ಶಿಕ್ಷಕ ಆಶಾ ಬಾಳಿಗಟ್ಟಿ ಅವರಿಗೆ ಜಿಲ್ಲಾ ಮಟ್ಟದ ರಾಣಿ ಚನ್ನಮ್ಮ ಸೇವಾ ರತ್ನ ಪ್ರಶಸ್ತಿ ದೊರೆತ ಪ್ರಯುಕ್ತ ಅವರನ್ನು ನೇಸರಗಿ ಗ್ರಾಮದ ಹಿರಿಯರು, ಗುರುಮಾತೆಯರು, ಶಾಲಾ ಸುಧಾರಣಾ ಸಮಿತಿ ಸದಸ್ಯರು, ಎಲ್ಲ ಶಿಕ್ಷಕರು, ವಿದ್ಯಾರ್ಥಿಗಳು ಸೇರಿಕೊಂಡು ಪ್ರಶಸ್ತಿ ಪಡೆದ ಇಬ್ಬರು ಗುರು ಮಾತೆಯರಿಗೆ ಸತ್ಕರಿಸಿ, ಸನ್ಮಾನಿಸಿದರು. bbox=[1141, 324, 1507, 398]
micro-body: ಬೆಳಗಾವಿ: ಸಾಲ ಪಡೆದವರಿಗೆ ಮೈಕ್ರೋ ಫೈನಾನ್ಸ್ ಸಂಸ್ಥೆಗಳು ಕಿರುಕುಳ ನೀಡುತ್ತಿರುವುದನ್ನು ಖಂಡಿಸಿ ಹಾಗೂ ಸರ್ಕಾರ ಜಾರಿಗೆ ತಂದಿರುವ ಕಾಯ್ದೆಯನ್ನು ಕಟ್ಟುನಿಟ್ಟಾಗಿ ಅನುಷ್ಠಾನಗೊಳಿಸುವಂತೆ ಆಗ್ರಹಿಸಿ ಮಹಿಳೆಯರು ಜಿಲ್ಲಾಧಿಕಾರಿ ಕಚೇರಿ ಎದುರು ಪ್ರತಿಭಟನೆ ನಡೆಸಿದರು. ಗ್ರಾಮೀಣ ಭಾಗದ ಬಡ ಮಹಿಳೆಯರು ಸ್ವಉದ್ಯೋಗಕ್ಕಾಗಿ ಸಾಲ ಪಡೆದಿದ್ದು, ಸಕಾಲದಲ್ಲಿ ಮರುಪಾವತಿ ಮಾಡಲು ಸಾಧ್ಯವಾಗದಿದ್ದಾಗ ಸಂಸ್ಥೆಯ ಸಿಬ್ಬಂದಿ ಮನೆಗೆ ಬಂದು ಕಿರುಕುಳ ನೀಡುತ್ತಿದ್ದಾರೆ. ಇದರಿಂದ ಮಾನಸಿಕ ಹಿಂಸೆ ಅನುಭವಿಸುತ್ತಿದ್ದೇವೆ ಎಂದು ಅಳಲು ತೋಡಿಕೊಂಡರು. ಮೈಕ್ರೋ ಫೈನಾನ್ಸ್ ಸಂಸ್ಥೆಗಳ ವಿರುದ್ಧ ಕ್ರಮ ಕೈಗೊಳ್ಳಬೇಕು. ಸಾಲ ಮನ್ನಾ ಮಾಡಬೇಕು ಎಂದು ಒತ್ತಾಯಿಸಿದರು. ಮುಖಂಡರಾದ ಬಸು ನಾಯಿಕ, ಮಲ್ಲಿಕಾರ್ಜುನ ಪಾಟೀಲ, ಸುರೇಶ ಗಾಯಕವಾಡ ಸೇರಿದಂತೆ ನೂರಾರು ಮಹಿಳೆಯರು ಪಾಲ್ಗೊಂಡಿದ್ದರು. ಬಳಿಕ ಜಿಲ್ಲಾಧಿಕಾರಿಗಳ ಮೂಲಕ ಮುಖ್ಯಮಂತ್ರಿಗಳಿಗೆ ಮನವಿ ಸಲ್ಲಿಸಿದರು. bbox=[613, 1904, 932, 2054]
children-headline: ಮಕ್ಕಳಿಗೆ ಉತ್ತಮ ಶಿಕ್ಷಣ ನೀಡಿ: ನ್ಯಾ. ಜಮುನಾ ಪಟ್ಟಣ bbox=[843, 1495, 1328, 1528]
micro-headline: ಮೈಕ್ರೋ ಫೈನಾನ್ಸ್ ಕಿರುಕುಳ ವಿರುದ್ಧ ಪ್ರತಿಭಟನೆ bbox=[613, 1870, 858, 1889]
headline-rule bbox=[345, 1242, 818, 1243]
basinga-photo-caption: ದಾಂಪತ್ಯ ಜೀವನಕ್ಕೆ ಕಾಲಿಡುವ ದಂಪತಿಗಳ ಬಾಸಿಂಗ ಬಲ bbox=[326, 2131, 505, 2143]
pullquote-attribution: ಮಲ್ಲಿಕಾರ್ಜುನ ನಾಯಕ, ಆಹಾರ ಇಲಾಖೆ ಉಪ ನಿರ್ದೇಶಕರು bbox=[608, 989, 805, 1002]
guarantee-body-col1b: ಜಿಲ್ಲಾ ಪಂಚಾಯಿತಿ ಮುಖ್ಯ ಕಾರ್ಯನಿರ್ವಾಹಕಾಧಿಕಾರಿ ರಾಹುಲ್ ಶಿಂಧೆ ಮಾತನಾಡಿ, ಓಟಿಪಿ ಮುಖಾಂತರ ಪಡಿತರ ಪಡೆಯಲು ಈ ಮುಂಚೆ ಅನುಮತಿಸಿತ್ತು. ಆದರೆ ದುರ್ಬಳಕೆ ಆಗುತ್ತಿರುವ ಕಾರಣ ಸರ್ಕಾರದಿಂದ ಓಟಿಪಿ ಮುಖಾಂತರ ಪಡಿತರ ಪಡೆಯಲು ಬಯೋಮೆಟ್ರಿಕ್ ಕಡ್ಡಾಯಗೊಳಿಸಲಾಗಿದೆ. ಬಯೋಮೆಟ್ರಿಕ್ ತೊಂದರೆ ಇರುವ ಫಲಾನುಭವಿಗಳಿಗೆ ಮಾತ್ರ ಓಟಿಪಿ ಮೂಲಕ ಪಡಿತರ ಪಡೆಯಲು ಅವಕಾಶ ಕಲ್ಪಿಸಲಾಗಿದೆ ಎಂದರು. ಸರ್ಕಾರದಿಂದ ಪಂಚ ಗ್ಯಾರಂಟಿ ಯೋಜನೆಗಳ ಪ್ರತಿ ತಿಂಗಳಿಗೆ ಸುಮಾರು 10 ಸಾವಿರ ಕೋಟಿಗೂ ಅಧಿಕ ಹಣ ಖರ್ಚು ಮಾಡಲಾಗುತ್ತಿದೆ. bbox=[345, 929, 582, 1064]
rural-headline: ಗ್ರಾಮೀಣ ಬಡ ಮಕ್ಕಳ ಶಿಕ್ಷಣಕ್ಕಾಗಿ ಶಾಲೆಗಳ ಆಯ್ಕೆ: ಸಿಂದಗಿ bbox=[955, 1869, 1313, 1891]
black-mark bbox=[790, 2360, 804, 2374]
headline-rule bbox=[843, 1534, 1514, 1536]
magenta-mark bbox=[1344, 2360, 1358, 2374]
masthead bbox=[19, 38, 1522, 157]
registration-marks-left bbox=[147, 2360, 223, 2374]
yellow-mark bbox=[1365, 2360, 1379, 2374]
headline-rule bbox=[613, 1895, 932, 1896]
music-story bbox=[1124, 499, 1522, 1196]
guarantee-body-col1: ಬೆಳಗಾವಿ: ಸರ್ಕಾರದ ಗ್ಯಾರಂಟಿ ಯೋಜನೆಗಳ ಸಮರ್ಪಕ ಅನುಷ್ಠಾನಕ್ಕೆ ಶ್ರಮಿಸಬೇಕು. ಪಂಚ ಗ್ಯಾರಂಟಿ ಯೋಜನೆಗಳ ಸಂಬಂಧಿಸಿದ ಇಲಾಖೆಗಳ ಜಿಲ್ಲಾ ಮಟ್ಟದ ಅಧಿಕಾರಿಗಳು ಸಮನ್ವಯದೊಂದಿಗೆ ಗ್ಯಾರಂಟಿ ಯೋಜನೆಗಳ ಸಮಿತಿ ಸದಸ್ಯರು ಕಾರ್ಯನಿರ್ವಹಿಸಬೇಕು ಎಂದು ಗ್ಯಾರಂಟಿ ಯೋಜನೆಗಳ ಅನುಷ್ಠಾನ ಸಮಿತಿ ಜಿಲ್ಲಾ ಅಧ್ಯಕ್ಷ ವಿನಯ ನಾವಲಗಟ್ಟಿ ತಿಳಿಸಿದರು. ಜಿಲ್ಲಾ ಪಂಚಾಯತ ಸಭಾಭವನದಲ್ಲಿ ಶುಕ್ರವಾರ ನಡೆದ ಜಿಲ್ಲಾ ಮಟ್ಟದ ಗ್ಯಾರಂಟಿ ಯೋಜನೆಗಳ ಅನುಷ್ಠಾನ ಸಮಿತಿ ಸಭೆಯ ಅಧ್ಯಕ್ಷತೆ ವಹಿಸಿ ಮಾತನಾಡಿದ ಅವರು, ಗ್ರಾಮೀಣ ಭಾಗದ ಜನರಿಗೆ ಸರ್ಕಾರದ ಯೋಜನೆಗಳ ಕುರಿತು ಸಮರ್ಪಕ ಮಾಹಿತಿ ನೀಡಬೇಕು. bbox=[345, 612, 582, 747]
patil-story bbox=[713, 150, 1122, 483]
patil-photo-story bbox=[339, 163, 703, 483]
music-body: ಬೆಳಗಾವಿ: ಖ್ಯಾತ ಹಿನ್ನೆಲೆ ಗಾಯಕ ರಘು ದೀಕ್ಷಿತ್ ಅವರ ಸಂಗೀತ ಸುಧೆ ನೆರೆದಿದ್ದವರ ಮನಸೂರೆಗೊಂಡಿತು. ನಗರದ ಕೆಎಲ್‌ಎಸ್ ಗೋಗಟೆ ಇನ್‌ಸ್ಟಿಟ್ಯೂಟ್ ಆಫ್ ಟೆಕ್ನಾಲಜಿಯ 2025ರ ವಾರ್ಷಿಕೋತ್ಸವದ ಅಂಗವಾಗಿ ಆಯೋಜಿಸಿದ್ದ ಕಾರ್ಯಕ್ರಮದಲ್ಲಿ ಸಂಗೀತ ಪ್ರಿಯರು ಕುಣಿದು ಕುಪ್ಪಳಿಸಿದರು. ಇದಕ್ಕೂ ಮುನ್ನ ನಡೆದ ಸಮಾರಂಭದಲ್ಲಿ ಶಿಕ್ಷಣ ಸಂಸ್ಥೆಯ ಅಧ್ಯಕ್ಷರು, ಗಣ್ಯರು ಮಾತನಾಡಿದರು. ವಿದ್ಯಾರ್ಥಿಗಳು ಕೇವಲ ಶಿಕ್ಷಣಕ್ಕೆ ಸೀಮಿತವಾಗದೆ ಸಾಂಸ್ಕೃತಿಕ ಚಟುವಟಿಕೆಗಳಲ್ಲಿ ಪಾಲ್ಗೊಳ್ಳಬೇಕು. ಸಂಗೀತ ಮನಸ್ಸಿಗೆ ನೆಮ್ಮದಿ ನೀಡುತ್ತದೆ. ರಘು ದೀಕ್ಷಿತ್ ಅವರ ಹಾಡುಗಳು ಯುವಜನರ ಮನ ಗೆದ್ದಿವೆ ಎಂದರು. ಈ ಸಂದರ್ಭದಲ್ಲಿ ಸ್ವಾಮೀಜಿಗಳು, ಪ್ರಾಚಾರ್ಯರು, ಉಪನ್ಯಾಸಕರು, ವಿದ್ಯಾರ್ಥಿಗಳು ಪಾಲ್ಗೊಂಡಿದ್ದರು. bbox=[1130, 548, 1514, 637]
budget-headline: 10.39 ಕೋಟಿ ರೂ.ವೆಚ್ಚದ ಬಜೆಟ್ ಮಂಡನೆ bbox=[843, 1211, 1155, 1235]
column-rule bbox=[601, 1861, 602, 2335]
krishi-body-col1: ಬೀಳಗಿ: ಮಾಜಿ ಸಚಿವ, ಸಕ್ಕರೆ ಕೈಗಾರಿಕೋದ್ಯಮಿ ಮುರಗೇಶ ನಿರಾಣಿಯವರು ಮತ್ತೂರಿನ ಐಸಿಎಆರ್-ಕೆವಿಕೆ ಕೃಷಿ ವಿಜ್ಞಾನ ಕೇಂದ್ರಕ್ಕೆ ಭೇಟಿ ನೀಡಿದರು. ಕೇಂದ್ರದ ವಿವಿಧ ಪ್ರಯೋಗಾಲಯಗಳಿಗೆ ಭೇಟಿ ನೀಡಿ ಕೃಷಿ ವಿಜ್ಞಾನ ಕೇಂದ್ರದ ಕಾರ್ಯವೈಖರಿ ಕುರಿತು ಮಾಹಿತಿ ಪಡೆದರು. ಕೇಂದ್ರದ ಮುಖ್ಯಸ್ಥರು ಹಾಗೂ ವಿಜ್ಞಾನಿಗಳೊಂದಿಗೆ ಕೃಷಿ ವಿಜ್ಞಾನ ಕೇಂದ್ರದ ಚಟುವಟಿಕೆಗಳ ಕುರಿತು ಚರ್ಚಿಸಿದರು. bbox=[345, 1252, 575, 1341]
rural-photo bbox=[1143, 1906, 1517, 2117]
registration-marks-center bbox=[729, 2360, 804, 2374]
guarantee-kicker: ಜಿಲ್ಲಾ ಮಟ್ಟದ ಗ್ಯಾರಂಟಿ ಯೋಜನೆಗಳ ಅನುಷ್ಠಾನ ಸಮಿತಿ ಸಭೆ bbox=[465, 507, 986, 539]
row-rule bbox=[339, 1202, 1522, 1204]
row-rule bbox=[339, 493, 1522, 494]
